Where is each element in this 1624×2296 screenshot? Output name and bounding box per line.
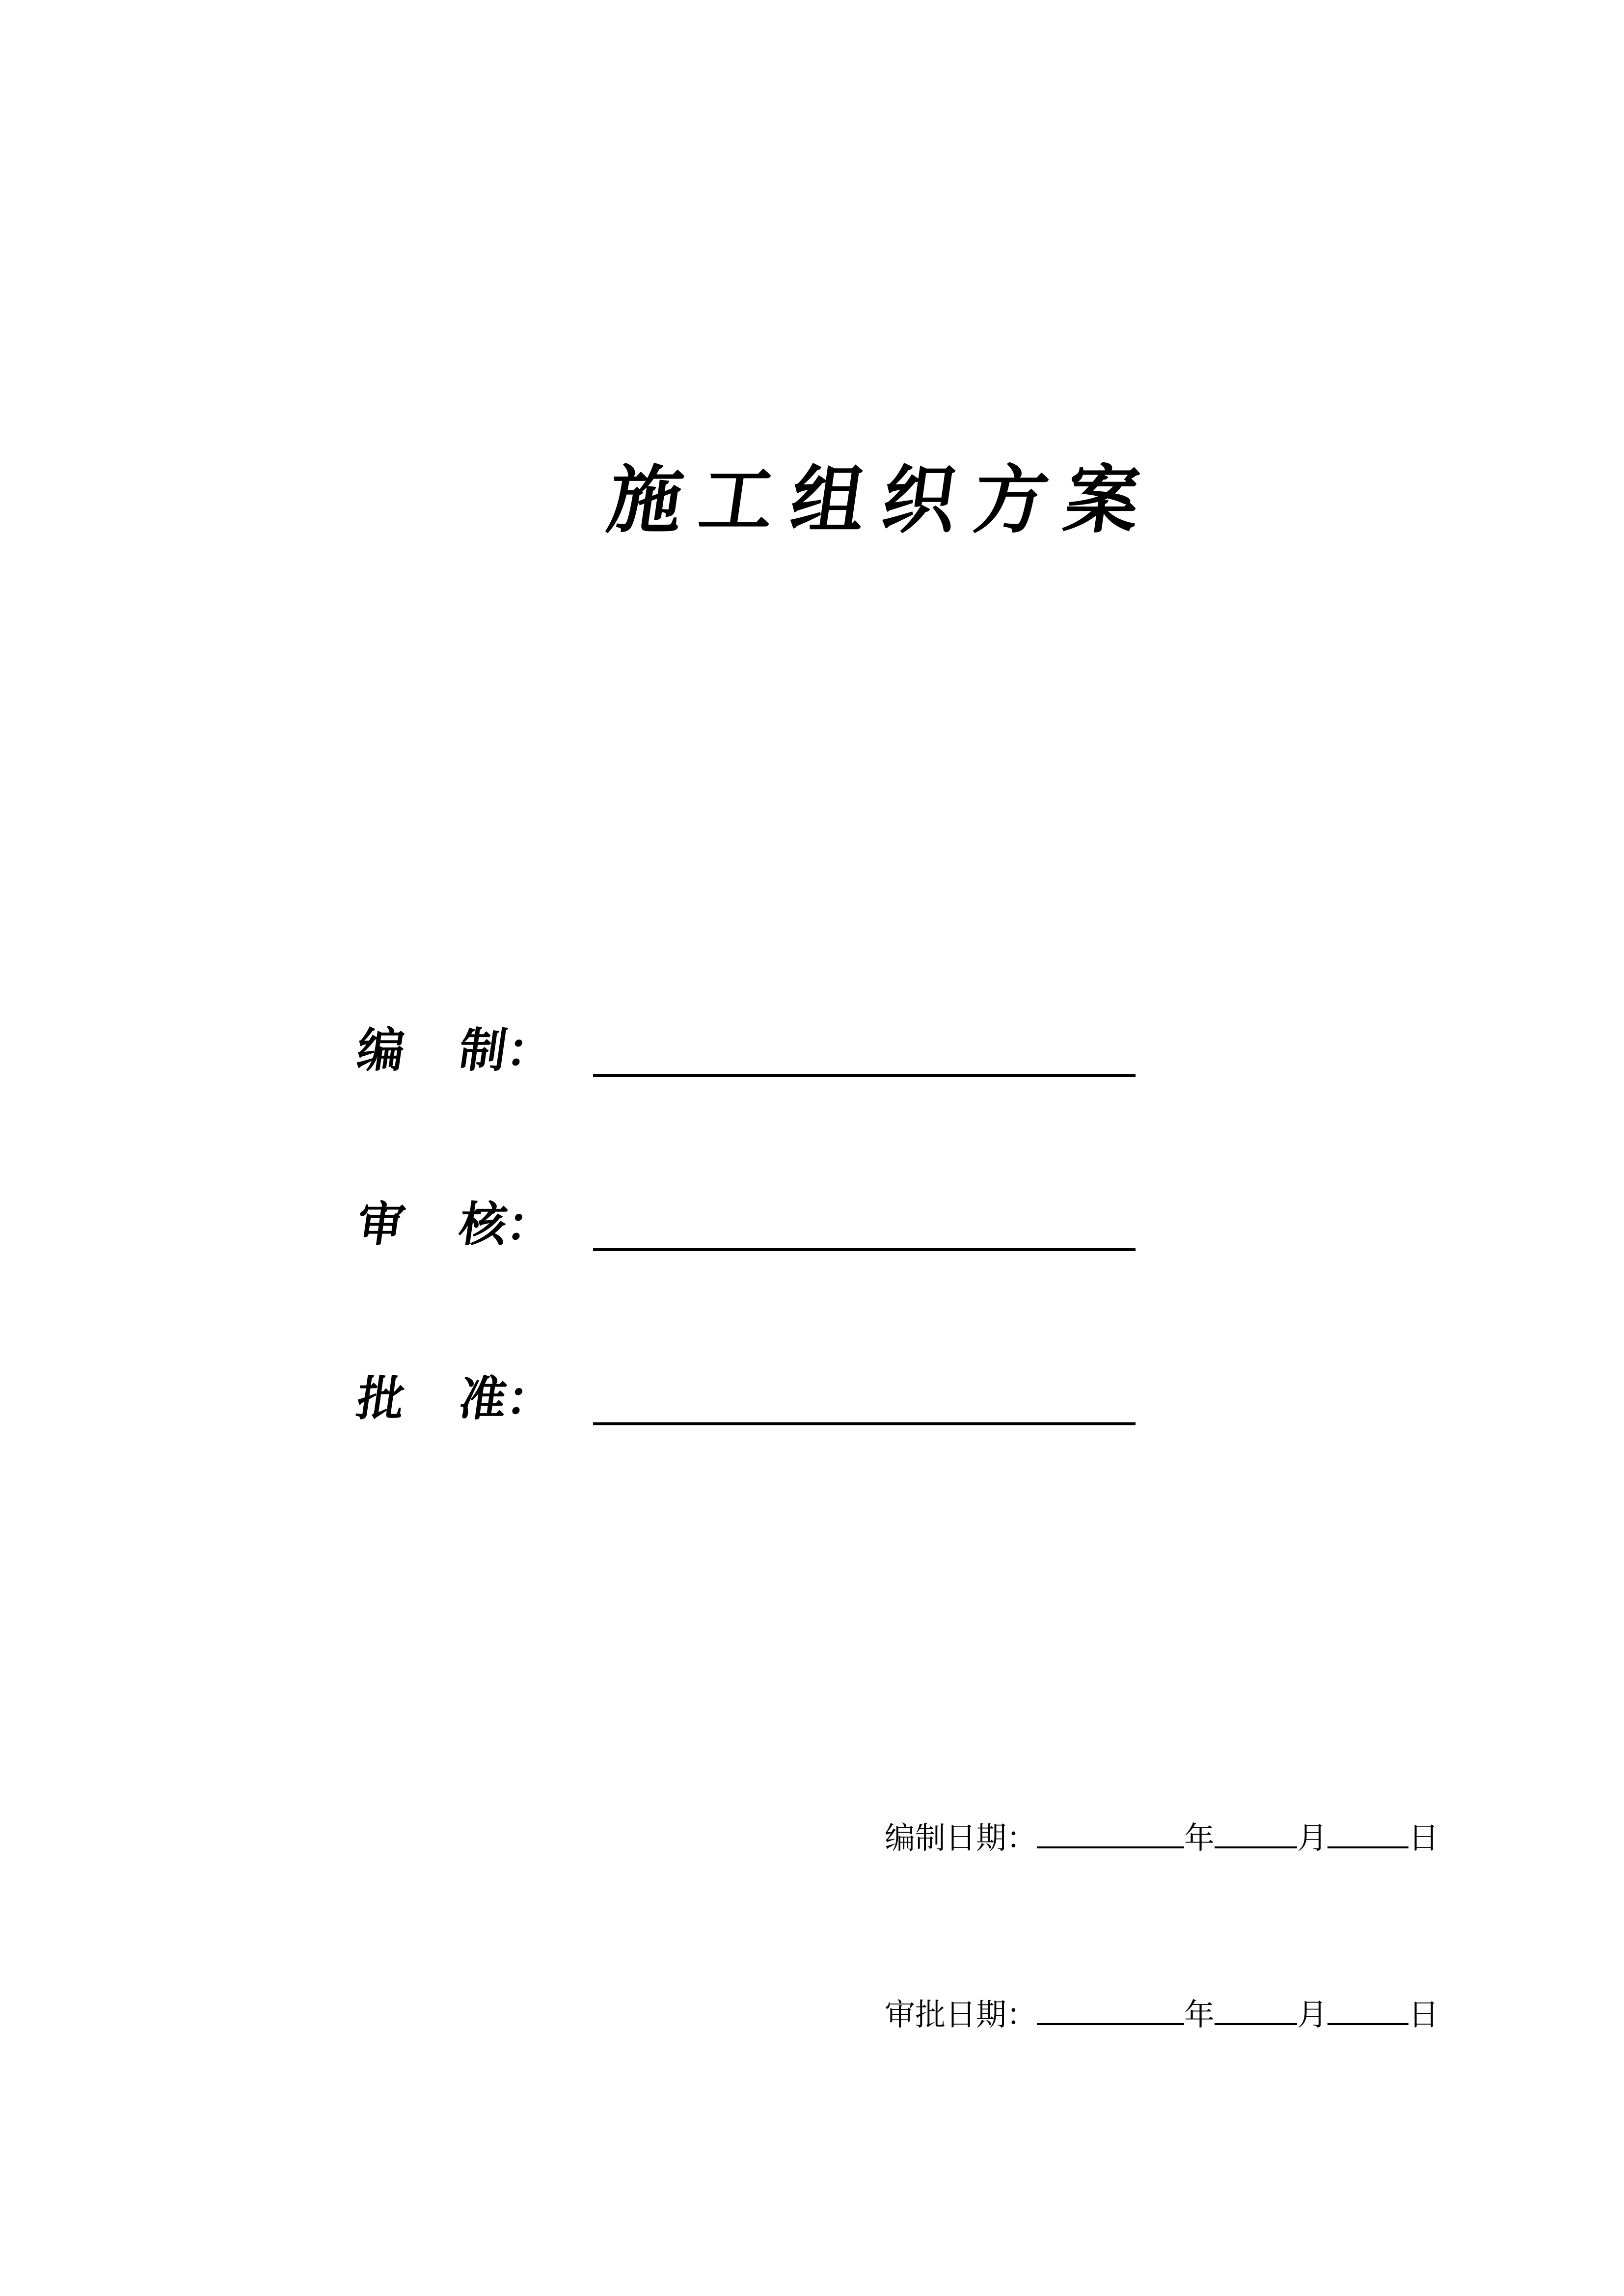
year-unit: 年 (1184, 1820, 1215, 1856)
signature-label-char: 核 (456, 1197, 511, 1252)
signature-label-char: 准 (456, 1371, 511, 1426)
compile-date-row (885, 1811, 1523, 1860)
signature-label (352, 1364, 559, 1433)
approve-date-row (885, 1988, 1523, 2037)
year-blank[interactable] (1037, 1988, 1184, 2025)
month-blank[interactable] (1215, 1811, 1297, 1848)
signature-label-char: 编 (353, 1023, 408, 1078)
signature-blank-line[interactable] (593, 1074, 1136, 1077)
signature-label-char: 批 (353, 1371, 408, 1426)
date-label: 审批日期： (885, 1997, 1037, 2032)
signature-label-colon: ： (503, 1371, 558, 1426)
signature-label-char: 制 (456, 1023, 511, 1078)
year-blank[interactable] (1037, 1811, 1184, 1848)
signature-label (352, 1016, 559, 1085)
day-blank[interactable] (1327, 1988, 1408, 2025)
signature-blank-line[interactable] (593, 1248, 1136, 1251)
signature-label-colon: ： (503, 1023, 558, 1078)
month-blank[interactable] (1215, 1988, 1297, 2025)
signature-row-approve (353, 1364, 1143, 1433)
month-unit: 月 (1297, 1997, 1328, 2032)
signature-label-char: 审 (353, 1197, 408, 1252)
signature-row-review (353, 1190, 1143, 1259)
signature-row-compile (353, 1016, 1143, 1085)
signature-blank-line[interactable] (593, 1422, 1136, 1425)
signature-label-colon: ： (503, 1197, 558, 1252)
day-blank[interactable] (1327, 1811, 1408, 1848)
month-unit: 月 (1297, 1820, 1328, 1856)
signature-label (352, 1190, 559, 1259)
year-unit: 年 (1184, 1997, 1215, 2032)
day-unit: 日 (1408, 1820, 1439, 1856)
document-title: 施工组织方案 (602, 458, 1163, 543)
date-label: 编制日期： (885, 1820, 1037, 1856)
day-unit: 日 (1408, 1997, 1439, 2032)
